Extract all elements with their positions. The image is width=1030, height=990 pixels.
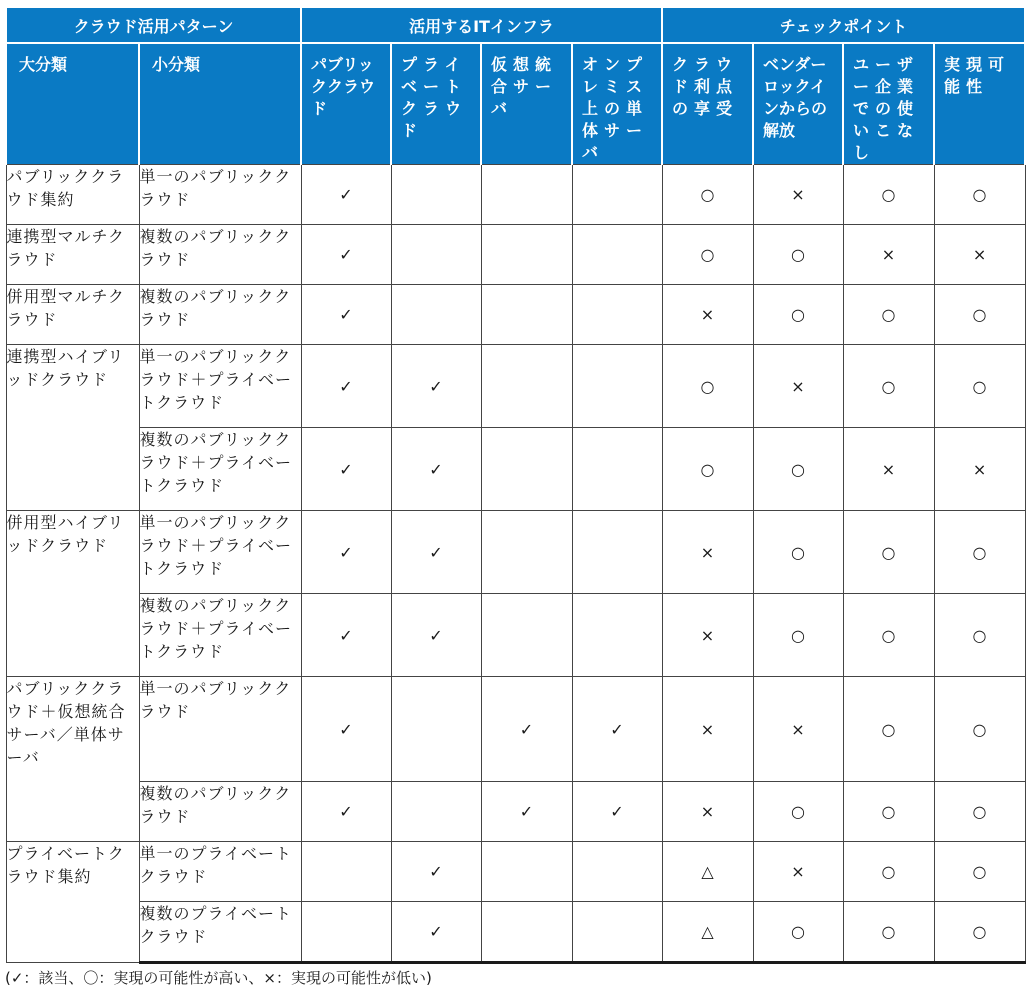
onprem-server-cell: [572, 345, 662, 428]
benefit-cell: ○: [662, 165, 753, 225]
header-lockin-freedom: ベンダーロックインからの解放: [753, 43, 843, 165]
onprem-server-cell: [572, 902, 662, 963]
lockin-cell: ○: [753, 285, 843, 345]
virtual-server-cell: ✓: [481, 782, 572, 842]
minor-category-cell: 複数のプライベートクラウド: [139, 902, 301, 963]
private-cloud-cell: [391, 285, 481, 345]
public-cloud-cell: [301, 902, 391, 963]
minor-category-cell: 単一のプライベートクラウド: [139, 842, 301, 902]
onprem-server-cell: ✓: [572, 782, 662, 842]
onprem-server-cell: [572, 285, 662, 345]
private-cloud-cell: ✓: [391, 842, 481, 902]
virtual-server-cell: [481, 902, 572, 963]
benefit-cell: △: [662, 842, 753, 902]
onprem-server-cell: [572, 428, 662, 511]
header-group-pattern: クラウド活用パターン: [6, 8, 301, 43]
usage-cell: ○: [843, 594, 934, 677]
virtual-server-cell: [481, 511, 572, 594]
onprem-server-cell: [572, 165, 662, 225]
table-row: [6, 842, 1025, 902]
usage-cell: ×: [843, 225, 934, 285]
onprem-server-cell: [572, 511, 662, 594]
virtual-server-cell: [481, 842, 572, 902]
feasibility-cell: ○: [934, 842, 1025, 902]
header-onprem-server: オンプレミス上の単体サーバ: [572, 43, 662, 165]
feasibility-cell: ×: [934, 428, 1025, 511]
public-cloud-cell: ✓: [301, 165, 391, 225]
virtual-server-cell: [481, 285, 572, 345]
feasibility-cell: ○: [934, 677, 1025, 782]
private-cloud-cell: ✓: [391, 594, 481, 677]
lockin-cell: ×: [753, 842, 843, 902]
major-category-cell: パブリッククラウド＋仮想統合サーバ／単体サーバ: [6, 677, 139, 842]
table-row: [6, 677, 1025, 782]
lockin-cell: ○: [753, 902, 843, 963]
header-cloud-benefit: クラウド利点の享受: [662, 43, 753, 165]
virtual-server-cell: ✓: [481, 677, 572, 782]
lockin-cell: ×: [753, 345, 843, 428]
onprem-server-cell: ✓: [572, 677, 662, 782]
cloud-pattern-table: [5, 8, 1026, 964]
usage-cell: ○: [843, 345, 934, 428]
minor-category-cell: 単一のパブリッククラウド: [139, 165, 301, 225]
onprem-server-cell: [572, 225, 662, 285]
feasibility-cell: ○: [934, 782, 1025, 842]
virtual-server-cell: [481, 165, 572, 225]
table-row: [6, 345, 1025, 428]
header-major-category: 大分類: [6, 43, 139, 165]
minor-category-cell: 複数のパブリッククラウド: [139, 782, 301, 842]
public-cloud-cell: ✓: [301, 285, 391, 345]
lockin-cell: ○: [753, 511, 843, 594]
minor-category-cell: 単一のパブリッククラウド: [139, 677, 301, 782]
private-cloud-cell: [391, 165, 481, 225]
header-public-cloud: パブリッククラウド: [301, 43, 391, 165]
feasibility-cell: ○: [934, 165, 1025, 225]
public-cloud-cell: [301, 842, 391, 902]
major-category-cell: パブリッククラウド集約: [6, 165, 139, 225]
minor-category-cell: 単一のパブリッククラウド＋プライベートクラウド: [139, 345, 301, 428]
table-row: [6, 782, 1025, 842]
feasibility-cell: ○: [934, 285, 1025, 345]
virtual-server-cell: [481, 428, 572, 511]
lockin-cell: ○: [753, 428, 843, 511]
table-row: [6, 594, 1025, 677]
benefit-cell: ○: [662, 225, 753, 285]
benefit-cell: ×: [662, 782, 753, 842]
public-cloud-cell: ✓: [301, 225, 391, 285]
table-row: [6, 285, 1025, 345]
table-row: [6, 902, 1025, 963]
usage-cell: ○: [843, 511, 934, 594]
usage-cell: ○: [843, 285, 934, 345]
major-category-cell: プライベートクラウド集約: [6, 842, 139, 963]
virtual-server-cell: [481, 594, 572, 677]
public-cloud-cell: ✓: [301, 594, 391, 677]
header-feasibility: 実現可能性: [934, 43, 1025, 165]
minor-category-cell: 複数のパブリッククラウド: [139, 285, 301, 345]
table-row: [6, 511, 1025, 594]
public-cloud-cell: ✓: [301, 345, 391, 428]
minor-category-cell: 複数のパブリッククラウド＋プライベートクラウド: [139, 428, 301, 511]
header-group-infra: 活用するITインフラ: [301, 8, 662, 43]
onprem-server-cell: [572, 594, 662, 677]
usage-cell: ×: [843, 428, 934, 511]
feasibility-cell: ○: [934, 902, 1025, 963]
major-category-cell: 連携型ハイブリッドクラウド: [6, 345, 139, 511]
lockin-cell: ×: [753, 677, 843, 782]
benefit-cell: ×: [662, 511, 753, 594]
header-private-cloud: プライベートクラウド: [391, 43, 481, 165]
header-minor-category: 小分類: [139, 43, 301, 165]
feasibility-cell: ○: [934, 511, 1025, 594]
private-cloud-cell: ✓: [391, 428, 481, 511]
virtual-server-cell: [481, 225, 572, 285]
private-cloud-cell: ✓: [391, 511, 481, 594]
benefit-cell: ×: [662, 285, 753, 345]
private-cloud-cell: ✓: [391, 902, 481, 963]
public-cloud-cell: ✓: [301, 428, 391, 511]
lockin-cell: ○: [753, 782, 843, 842]
feasibility-cell: ×: [934, 225, 1025, 285]
feasibility-cell: ○: [934, 594, 1025, 677]
private-cloud-cell: [391, 677, 481, 782]
onprem-server-cell: [572, 842, 662, 902]
table-row: [6, 165, 1025, 225]
private-cloud-cell: [391, 225, 481, 285]
benefit-cell: ○: [662, 345, 753, 428]
usage-cell: ○: [843, 165, 934, 225]
legend-note: (✓：該当、〇：実現の可能性が高い、×：実現の可能性が低い): [5, 969, 432, 987]
lockin-cell: ○: [753, 225, 843, 285]
feasibility-cell: ○: [934, 345, 1025, 428]
lockin-cell: ○: [753, 594, 843, 677]
minor-category-cell: 単一のパブリッククラウド＋プライベートクラウド: [139, 511, 301, 594]
header-virtual-server: 仮想統合サーバ: [481, 43, 572, 165]
benefit-cell: ○: [662, 428, 753, 511]
table-row: [6, 225, 1025, 285]
public-cloud-cell: ✓: [301, 677, 391, 782]
minor-category-cell: 複数のパブリッククラウド＋プライベートクラウド: [139, 594, 301, 677]
major-category-cell: 併用型ハイブリッドクラウド: [6, 511, 139, 677]
benefit-cell: ×: [662, 594, 753, 677]
table-row: [6, 428, 1025, 511]
benefit-cell: △: [662, 902, 753, 963]
minor-category-cell: 複数のパブリッククラウド: [139, 225, 301, 285]
usage-cell: ○: [843, 842, 934, 902]
major-category-cell: 併用型マルチクラウド: [6, 285, 139, 345]
usage-cell: ○: [843, 677, 934, 782]
lockin-cell: ×: [753, 165, 843, 225]
private-cloud-cell: [391, 782, 481, 842]
header-group-check: チェックポイント: [662, 8, 1025, 43]
benefit-cell: ×: [662, 677, 753, 782]
usage-cell: ○: [843, 782, 934, 842]
usage-cell: ○: [843, 902, 934, 963]
public-cloud-cell: ✓: [301, 782, 391, 842]
major-category-cell: 連携型マルチクラウド: [6, 225, 139, 285]
public-cloud-cell: ✓: [301, 511, 391, 594]
header-user-usage: ユーザー企業での使いこなし: [843, 43, 934, 165]
virtual-server-cell: [481, 345, 572, 428]
private-cloud-cell: ✓: [391, 345, 481, 428]
